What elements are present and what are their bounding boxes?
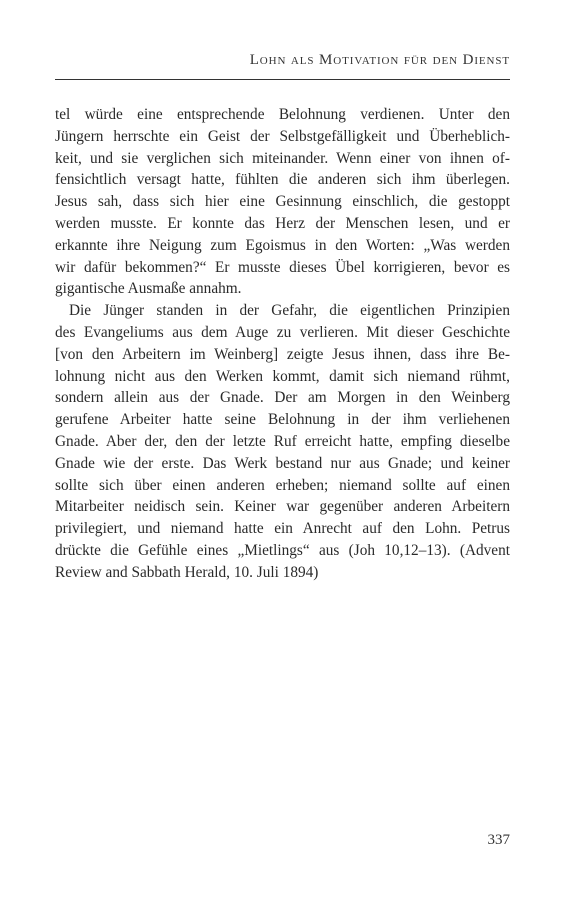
body-text — [55, 104, 510, 584]
running-head: Lohn als Motivation für den Dienst — [249, 52, 510, 68]
text-line: Mitarbeiter neidisch sein. Keiner war gegenüber anderen Arbeitern — [55, 498, 510, 516]
text-line: Die Jünger standen in der Gefahr, die eigentlichen Prinzipien — [69, 302, 510, 320]
text-line: sondern allein aus der Gnade. Der am Morgen in den Weinberg — [55, 389, 510, 407]
text-line: Jüngern herrschte ein Geist der Selbstgefälligkeit und Überheblich- — [55, 127, 510, 145]
text-line: Review and Sabbath Herald, 10. Juli 1894) — [55, 563, 319, 581]
text-line: Jesus sah, dass sich hier eine Gesinnung einschlich, die gestoppt — [55, 193, 510, 211]
text-line: privilegiert, und niemand hatte ein Anrecht auf den Lohn. Petrus — [55, 520, 510, 538]
text-line: Gnade wie der erste. Das Werk bestand nur aus Gnade; und keiner — [55, 454, 510, 472]
text-line: des Evangeliums aus dem Auge zu verlieren. Mit dieser Geschichte — [55, 323, 510, 341]
text-line: erkannte ihre Neigung zum Egoismus in den Worten: „Was werden — [55, 236, 510, 254]
text-line: lohnung nicht aus den Werken kommt, damit sich niemand rühmt, — [55, 367, 510, 385]
text-line: wir dafür bekommen?“ Er musste dieses Übel korrigieren, bevor es — [55, 258, 510, 276]
text-line: drückte die Gefühle eines „Mietlings“ aus (Joh 10,12–13). (Advent — [55, 541, 510, 559]
text-line: gigantische Ausmaße annahm. — [55, 280, 242, 298]
text-line: fensichtlich versagt hatte, fühlten die anderen sich ihm überlegen. — [55, 171, 510, 189]
text-line: keit, und sie verglichen sich miteinander. Wenn einer von ihnen of- — [55, 149, 510, 167]
text-line: Gnade. Aber der, den der letzte Ruf erreicht hatte, empfing dieselbe — [55, 432, 510, 450]
text-line: gerufene Arbeiter hatte seine Belohnung in der ihm verliehenen — [55, 411, 510, 429]
header-rule — [55, 79, 510, 80]
text-line: sollte sich über einen anderen erheben; niemand sollte auf einen — [55, 476, 510, 494]
text-line: [von den Arbeitern im Weinberg] zeigte Jesus ihnen, dass ihre Be- — [55, 345, 510, 363]
page-number: 337 — [487, 832, 510, 848]
text-line: werden musste. Er konnte das Herz der Menschen lesen, und er — [55, 214, 510, 232]
paragraph-1 — [55, 104, 510, 300]
paragraph-2 — [55, 300, 510, 583]
text-line: tel würde eine entsprechende Belohnung verdienen. Unter den — [55, 106, 510, 123]
